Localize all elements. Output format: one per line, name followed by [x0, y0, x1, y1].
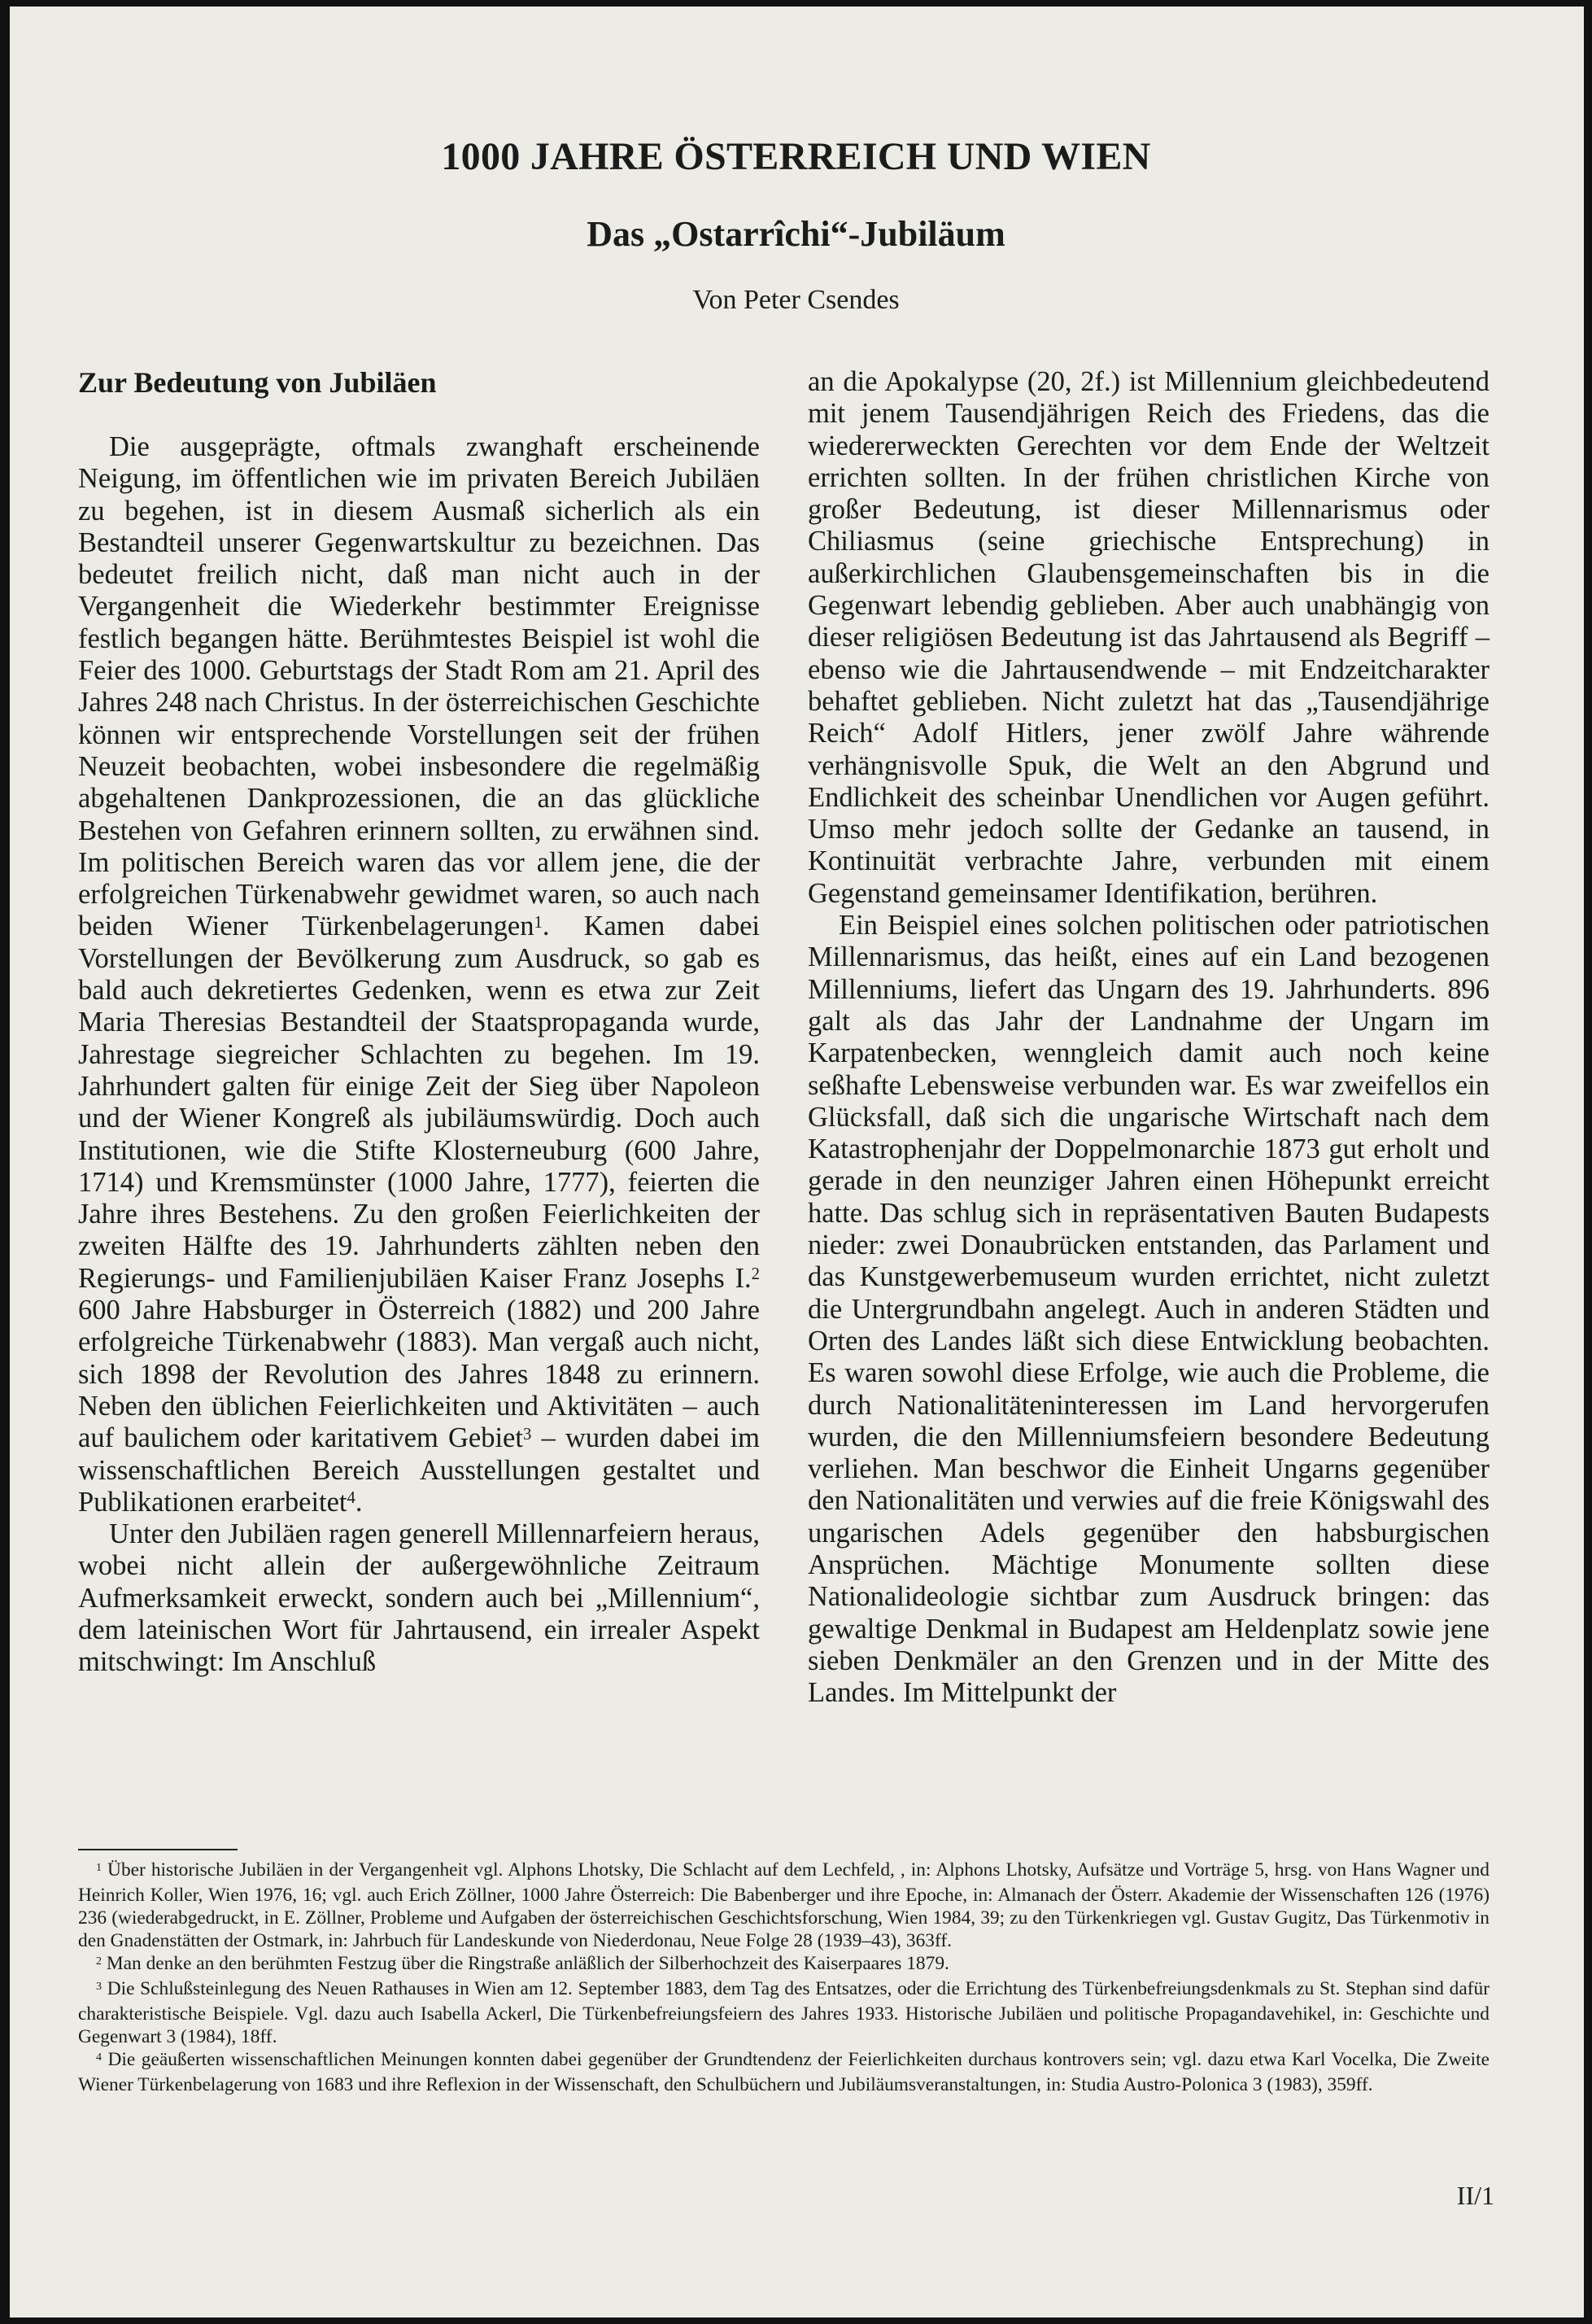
footnote-divider [78, 1849, 238, 1850]
footnote-ref[interactable]: 2 [751, 1265, 760, 1284]
footnote-number: 4 [96, 2050, 102, 2064]
page-number: II/1 [1456, 2181, 1494, 2210]
author-line: Von Peter Csendes [692, 285, 900, 315]
text-run: 600 Jahre Habsburger in Österreich (1882) und 200 Jahre erfolgreiche Türkenabwehr (1883). Man vergaß auch nicht, sich 1898 der Revolution des Jahres 1848 zu erinnern. Neben den üblichen Feierlichkeiten und Aktivitäten – auch auf baulichem oder karitativem Gebiet [78, 1295, 760, 1454]
footnotes [78, 1859, 1490, 2096]
footnote-text: Man denke an den berühmten Festzug über die Ringstraße anläßlich der Silberhochzeit des Kaiserpaares 1879. [106, 1953, 949, 1974]
footnote-number: 3 [96, 1979, 102, 1993]
footnote-text: Die geäußerten wissenschaftlichen Meinungen konnten dabei gegenüber der Grundtendenz der Feierlichkeiten durchaus kontrovers sein; vgl. dazu etwa Karl Vocelka, Die Zweite Wiener Türkenbelagerung von 1683 und ihre Reflexion in der Wissenschaft, den Schulbüchern und Jubiläumsveranstaltungen, in: Studia Austro-Polonica 3 (1983), 359ff. [78, 2049, 1490, 2095]
right-column [808, 366, 1490, 1709]
footnote-text: Die Schlußsteinlegung des Neuen Rathauses in Wien am 12. September 1883, dem Tag des Entsatzes, oder die Errichtung des Türkenbefreiungsdenkmals zu St. Stephan sind dafür charakteristische Beispiele. Vgl. dazu auch Isabella Ackerl, Die Türkenbefreiungsfeiern des Jahres 1933. Historische Jubiläen und politische Propagandavehikel, in: Geschichte und Gegenwart 3 (1984), 18ff. [78, 1978, 1490, 2047]
footnote [78, 1859, 1490, 1952]
paragraph: Ein Beispiel eines solchen politischen oder patriotischen Millennarismus, das heißt, eines auf ein Land bezogenen Millenniums, liefert das Ungarn des 19. Jahrhunderts. 896 galt als das Jahr der Landnahme der Ungarn im Karpatenbecken, wenngleich damit auch noch keine seßhafte Lebensweise verbunden war. Es war zweifellos ein Glücksfall, daß sich die ungarische Wirtschaft nach dem Katastrophenjahr der Doppelmonarchie 1873 gut erholt und gerade in den neunziger Jahren einen Höhepunkt erreicht hatte. Das schlug sich in repräsentativen Bauten Budapests nieder: zwei Donaubrücken entstanden, das Parlament und das Kunstgewerbemuseum wurden errichtet, nicht zuletzt die Untergrundbahn angelegt. Auch in anderen Städten und Orten des Landes läßt sich diese Entwicklung beobachten. Es waren sowohl diese Erfolge, wie auch die Probleme, die durch Nationalitäteninteressen im Land hervorgerufen wurden, die den Millenniumsfeiern besondere Bedeutung verliehen. Man beschwor die Einheit Ungarns gegenüber den Nationalitäten und verwies auf die freie Königswahl des ungarischen Adels gegenüber den habsburgischen Ansprüchen. Mächtige Monumente sollten diese Nationalideologie sichtbar zum Ausdruck bringen: das gewaltige Denkmal in Budapest am Heldenplatz sowie jene sieben Denkmäler an den Grenzen und in der Mitte des Landes. Im Mittelpunkt der [808, 910, 1490, 1709]
page-subtitle: Das „Ostarrîchi“-Jubiläum [587, 214, 1005, 254]
text-run: . [355, 1486, 363, 1518]
footnote-number: 2 [96, 1954, 102, 1968]
paragraph: an die Apokalypse (20, 2f.) ist Millennium gleichbedeutend mit jenem Tausendjährigen Reich des Friedens, das die wiedererweckten Gerechten vor dem Ende der Weltzeit errichten sollten. In der frühen christlichen Kirche von großer Bedeutung, ist dieser Millennarismus oder Chiliasmus (seine griechische Entsprechung) in außerkirchlichen Glaubensgemeinschaften bis in die Gegenwart lebendig geblieben. Aber auch unabhängig von dieser religiösen Bedeutung ist das Jahrtausend als Begriff – ebenso wie die Jahrtausendwende – mit Endzeitcharakter behaftet geblieben. Nicht zuletzt hat das „Tausendjährige Reich“ Adolf Hitlers, jener zwölf Jahre währende verhängnisvolle Spuk, die Welt an den Abgrund und Endlichkeit des scheinbar Unendlichen vor Augen geführt. Umso mehr jedoch sollte der Gedanke an tausend, in Kontinuität verbrachte Jahre, verbunden mit einem Gegenstand gemeinsamer Identifikation, berühren. [808, 366, 1490, 909]
footnote [78, 2048, 1490, 2096]
section-heading: Zur Bedeutung von Jubiläen [78, 366, 437, 399]
footnote [78, 1977, 1490, 2048]
footnote-ref[interactable]: 1 [534, 914, 543, 933]
footnote [78, 1952, 1490, 1977]
paragraph: Unter den Jubiläen ragen generell Millennarfeiern heraus, wobei nicht allein der außergewöhnliche Zeitraum Aufmerksamkeit erweckt, sondern auch bei „Millennium“, dem lateinischen Wort für Jahrtausend, ein irrealer Aspekt mitschwingt: Im Anschluß [78, 1518, 760, 1678]
left-column [78, 366, 760, 1679]
page-title: 1000 JAHRE ÖSTERREICH UND WIEN [441, 135, 1151, 178]
text-run: – wurden dabei im wissenschaftlichen Bereich Ausstellungen gestaltet und Publikationen erarbeitet [78, 1422, 760, 1518]
text-run: . Kamen dabei Vorstellungen der Bevölkerung zum Ausdruck, so gab es bald auch dekretiertes Gedenken, wenn es etwa zur Zeit Maria Theresias Bestandteil der Staatspropaganda wurde, Jahrestage siegreicher Schlachten zu begehen. Im 19. Jahrhundert galten für einige Zeit der Sieg über Napoleon und der Wiener Kongreß als jubiläumswürdig. Doch auch Institutionen, wie die Stifte Klosterneuburg (600 Jahre, 1714) und Kremsmünster (1000 Jahre, 1777), feierten die Jahre ihres Bestehens. Zu den großen Feierlichkeiten der zweiten Hälfte des 19. Jahrhunderts zählten neben den Regierungs- und Familienjubiläen Kaiser Franz Josephs I. [78, 911, 761, 1294]
footnote-number: 1 [96, 1860, 102, 1874]
paragraph [78, 431, 760, 1518]
text-run: Die ausgeprägte, oftmals zwanghaft erscheinende Neigung, im öffentlichen wie im privaten Bereich Jubiläen zu begehen, ist in diesem Ausmaß sicherlich als ein Bestandteil unserer Gegenwartskultur zu bezeichnen. Das bedeutet freilich nicht, daß man nicht auch in der Vergangenheit die Wiederkehr bestimmter Ereignisse festlich begangen hätte. Berühmtestes Beispiel ist wohl die Feier des 1000. Geburtstags der Stadt Rom am 21. April des Jahres 248 nach Christus. In der österreichischen Geschichte können wir entsprechende Vorstellungen seit der frühen Neuzeit beobachten, wobei insbesondere die regelmäßig abgehaltenen Dankprozessionen, die an das glückliche Bestehen von Gefahren erinnern sollten, zu erwähnen sind. Im politischen Bereich waren das vor allem jene, die der erfolgreichen Türkenabwehr gewidmet waren, so auch nach beiden Wiener Türkenbelagerungen [78, 431, 760, 942]
footnote-ref[interactable]: 4 [347, 1489, 355, 1508]
footnote-ref[interactable]: 3 [522, 1425, 532, 1444]
footnote-text: Über historische Jubiläen in der Vergangenheit vgl. Alphons Lhotsky, Die Schlacht auf dem Lechfeld, , in: Alphons Lhotsky, Aufsätze und Vorträge 5, hrsg. von Hans Wagner und Heinrich Koller, Wien 1976, 16; vgl. auch Erich Zöllner, 1000 Jahre Österreich: Die Babenberger und ihre Epoche, in: Almanach der Österr. Akademie der Wissenschaften 126 (1976) 236 (wiederabgedruckt, in E. Zöllner, Probleme und Aufgaben der österreichischen Geschichtsforschung, Wien 1984, 39; zu den Türkenkriegen vgl. Gustav Gugitz, Das Türkenmotiv in den Gnadenstätten der Ostmark, in: Jahrbuch für Landeskunde von Niederdonau, Neue Folge 28 (1939–43), 363ff. [78, 1859, 1490, 1951]
